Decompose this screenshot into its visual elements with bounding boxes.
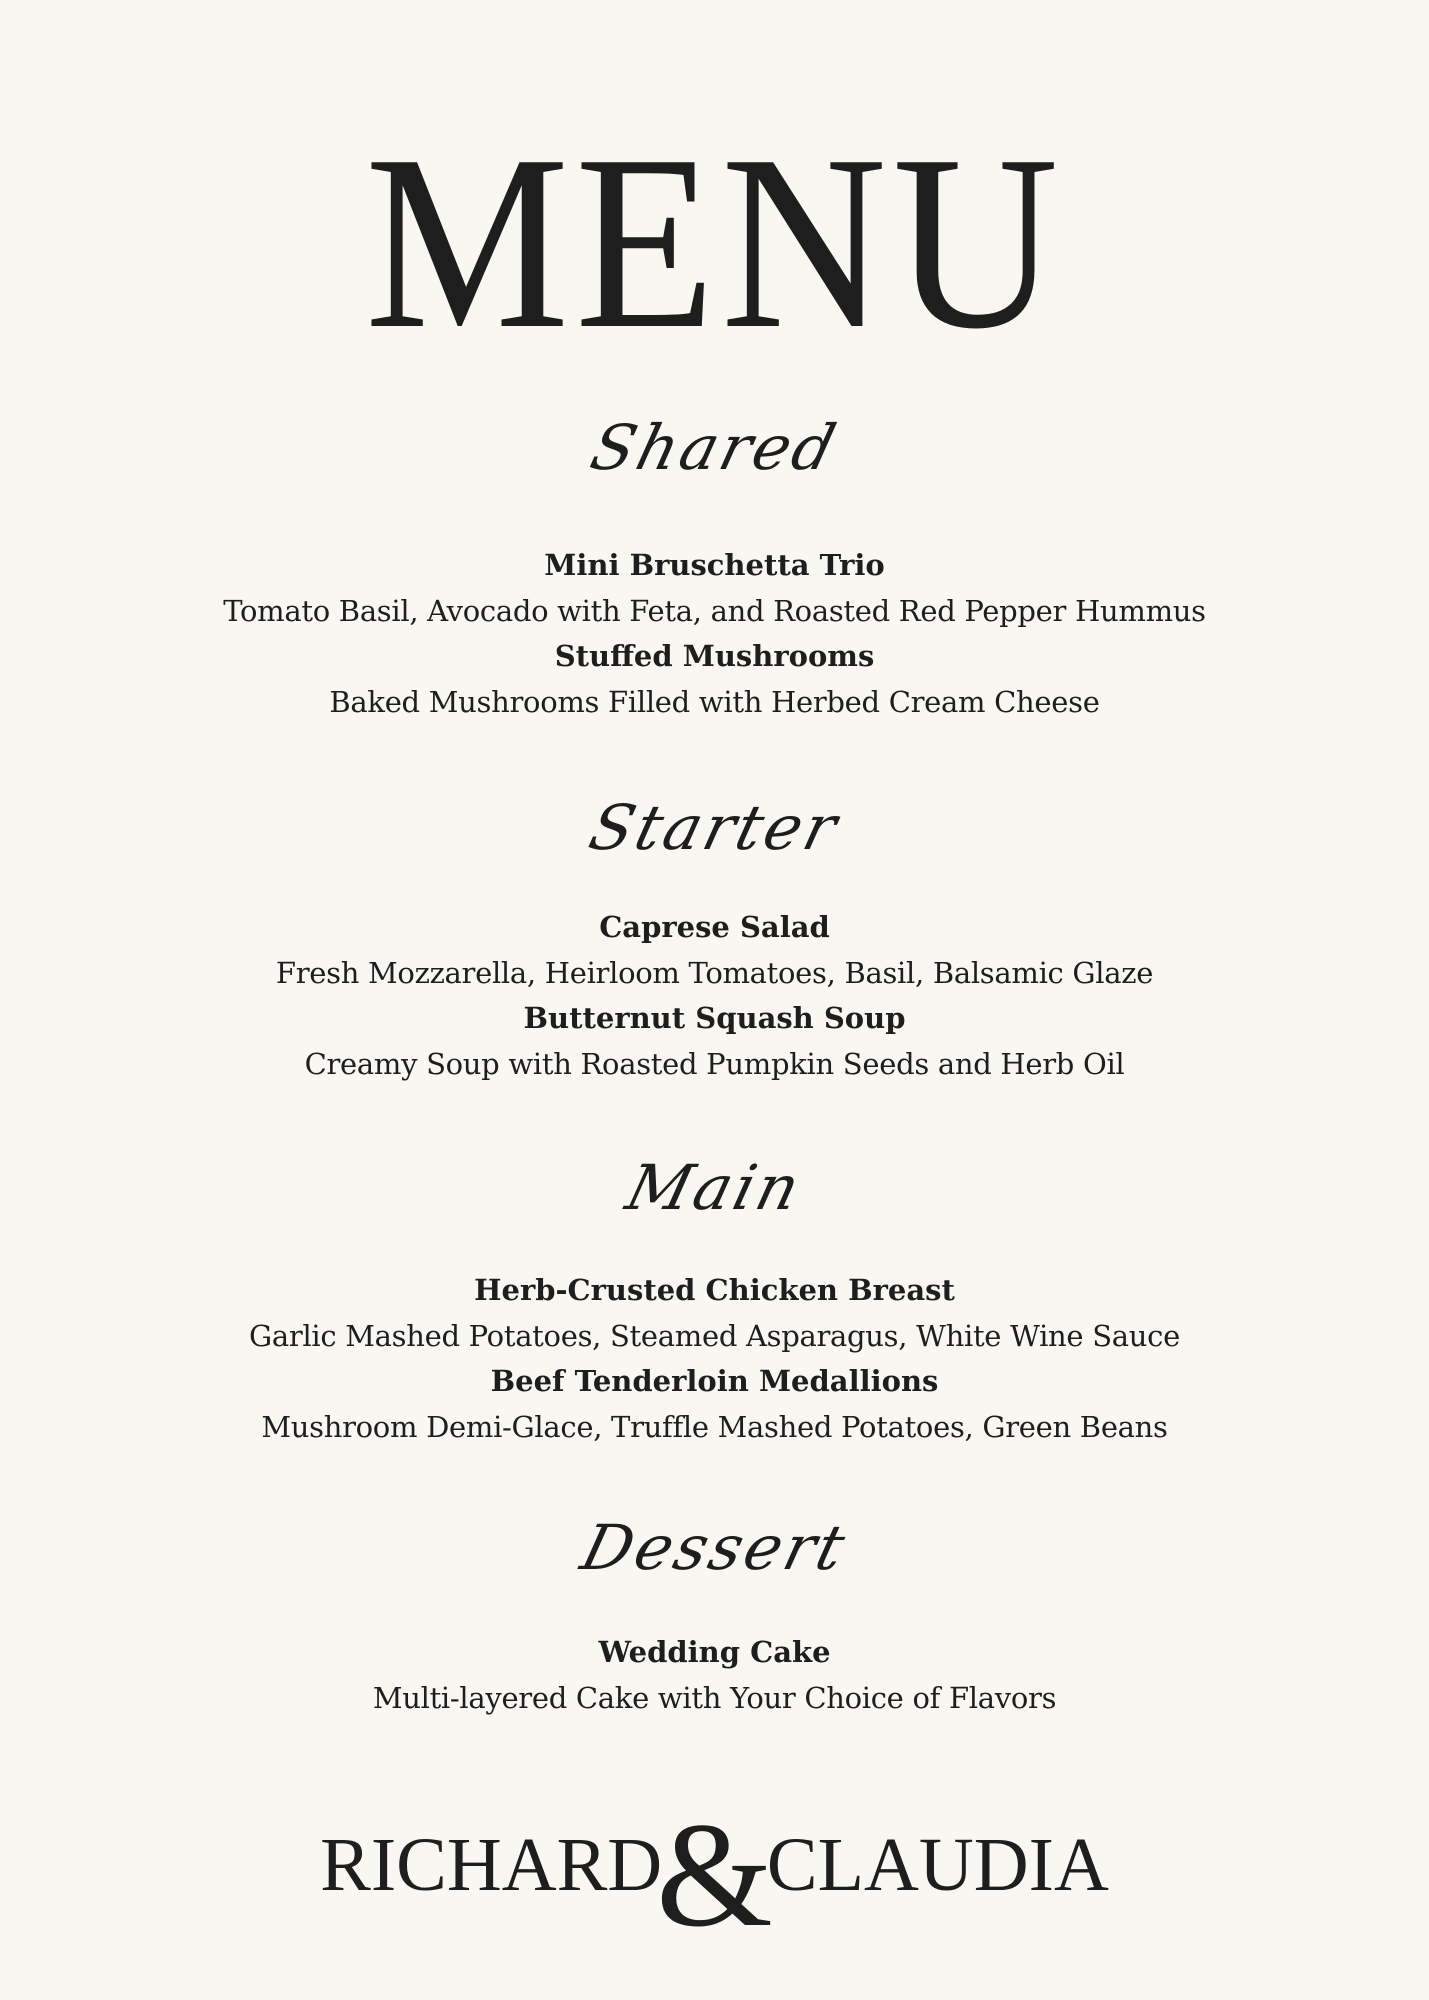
dish-name: Wedding Cake [598,1635,831,1669]
dish-description: Mushroom Demi-Glace, Truffle Mashed Potatoes, Green Beans [261,1410,1168,1444]
section-heading-dessert: Dessert [574,1511,855,1584]
couple-name-second: CLAUDIA [766,1823,1109,1907]
section-starter [0,905,1429,1087]
dish-name: Herb-Crusted Chicken Breast [474,1273,955,1307]
dish-name: Butternut Squash Soup [523,1001,906,1035]
dish-name: Mini Bruschetta Trio [544,548,885,582]
ampersand: & [656,1792,773,1958]
dish-description: Creamy Soup with Roasted Pumpkin Seeds and Herb Oil [304,1047,1125,1081]
dish-description: Garlic Mashed Potatoes, Steamed Asparagus, White Wine Sauce [249,1319,1180,1353]
couple-name-first: RICHARD [320,1823,663,1907]
dish-name: Stuffed Mushrooms [554,639,875,673]
couple-names [0,1790,1429,1958]
section-shared [0,543,1429,725]
dish-description: Baked Mushrooms Filled with Herbed Cream Cheese [329,685,1100,719]
section-dessert [0,1630,1429,1721]
section-heading-shared: Shared [583,411,846,484]
dish-name: Caprese Salad [599,910,830,944]
menu-title: MENU [364,104,1065,381]
dish-name: Beef Tenderloin Medallions [490,1364,939,1398]
section-heading-starter: Starter [582,791,847,864]
dish-description: Tomato Basil, Avocado with Feta, and Roasted Red Pepper Hummus [223,594,1206,628]
section-main [0,1268,1429,1450]
dish-description: Multi-layered Cake with Your Choice of Flavors [372,1681,1057,1715]
dish-description: Fresh Mozzarella, Heirloom Tomatoes, Basil, Balsamic Glaze [275,956,1154,990]
section-heading-main: Main [619,1151,810,1224]
